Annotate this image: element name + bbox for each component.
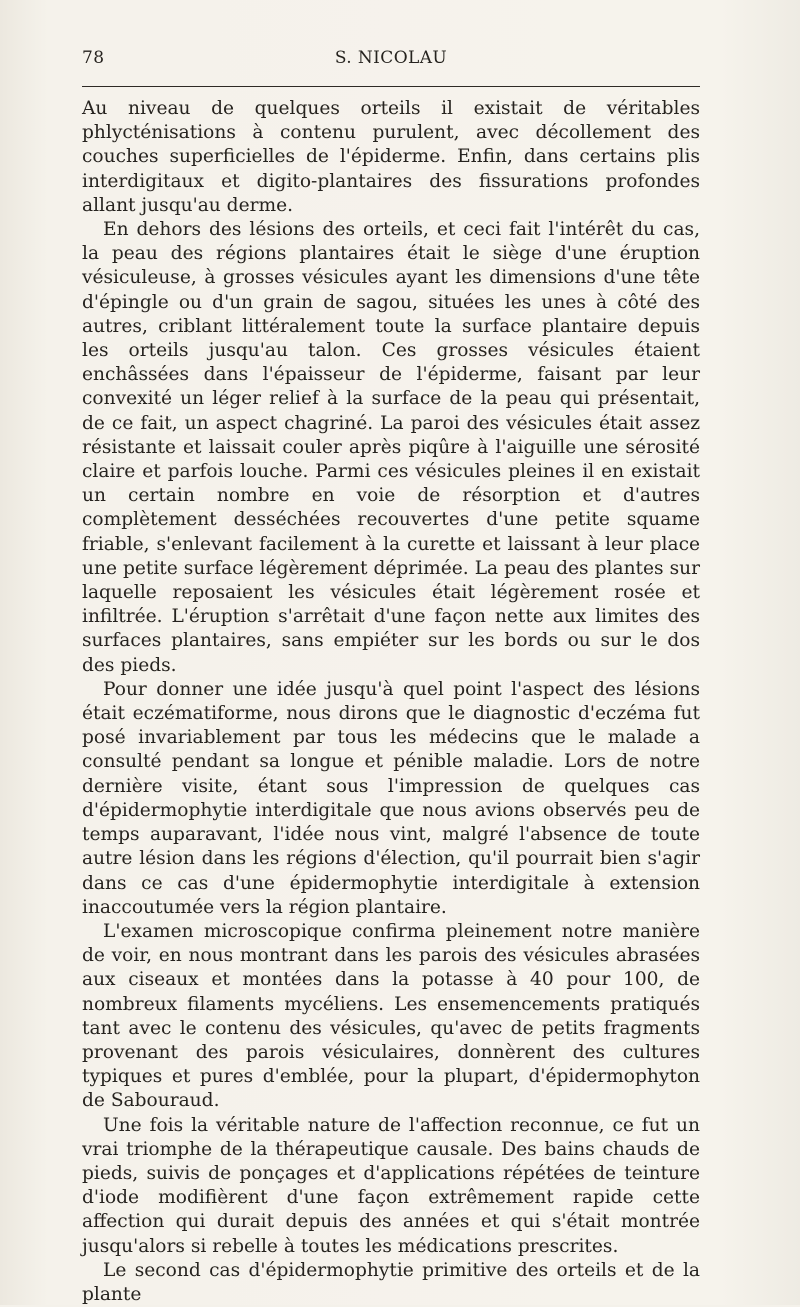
paragraph-4: L'examen microscopique confirma pleinement notre manière de voir, en nous montrant dans les parois des vésicules abrasées aux ciseaux et montées dans la potasse à 40 pour 100, de nombreux filaments mycéliens. Les ensemencements pratiqués tant avec le contenu des vésicules, qu'avec de petits fragments provenant des parois vésiculaires, donnèrent des cultures typiques et pures d'emblée, pour la plupart, d'épidermophyton de Sabouraud. [82,920,700,1112]
paragraph-3: Pour donner une idée jusqu'à quel point l'aspect des lésions était eczématiforme, nous dirons que le diagnostic d'eczéma fut posé invariablement par tous les médecins que le malade a consulté pendant sa longue et pénible maladie. Lors de notre dernière visite, étant sous l'impression de quelques cas d'épidermophytie interdigitale que nous avions observés peu de temps auparavant, l'idée nous vint, malgré l'absence de toute autre lésion dans les régions d'élection, qu'il pourrait bien s'agir dans ce cas d'une épidermophytie interdigitale à extension inaccoutumée vers la région plantaire. [82,678,700,918]
paragraph-6: Le second cas d'épidermophytie primitive des orteils et de la plante [82,1259,700,1305]
running-head: S. NICOLAU [334,48,448,68]
body-text [82,97,700,1307]
page-header [82,48,700,74]
page-number: 78 [82,48,105,68]
paragraph-2: En dehors des lésions des orteils, et ceci fait l'intérêt du cas, la peau des régions plantaires était le siège d'une éruption vésiculeuse, à grosses vésicules ayant les dimensions d'une tête d'épingle ou d'un grain de sagou, situées les unes à côté des autres, criblant littéralement toute la surface plantaire depuis les orteils jusqu'au talon. Ces grosses vésicules étaient enchâssées dans l'épaisseur de l'épiderme, faisant par leur convexité un léger relief à la surface de la peau qui présentait, de ce fait, un aspect chagriné. La paroi des vésicules était assez résistante et laissait couler après piqûre à l'aiguille une sérosité claire et parfois louche. Parmi ces vésicules pleines il en existait un certain nombre en voie de résorption et d'autres complètement desséchées recouvertes d'une petite squame friable, s'enlevant facilement à la curette et laissant à leur place une petite surface légèrement déprimée. La peau des plantes sur laquelle reposaient les vésicules était légèrement rosée et infiltrée. L'éruption s'arrêtait d'une façon nette aux limites des surfaces plantaires, sans empiéter sur les bords ou sur le dos des pieds. [82,219,700,676]
paragraph-1: Au niveau de quelques orteils il existait de véritables phlycténisations à contenu purulent, avec décollement des couches superficielles de l'épiderme. Enfin, dans certains plis interdigitaux et digito-plantaires des fissurations profondes allant jusqu'au derme. [82,98,700,216]
header-rule [82,86,700,87]
paragraph-5: Une fois la véritable nature de l'affection reconnue, ce fut un vrai triomphe de la thérapeutique causale. Des bains chauds de pieds, suivis de ponçages et d'applications répétées de teinture d'iode modifièrent d'une façon extrêmement rapide cette affection qui durait depuis des années et qui s'était montrée jusqu'alors si rebelle à toutes les médications prescrites. [82,1114,700,1257]
